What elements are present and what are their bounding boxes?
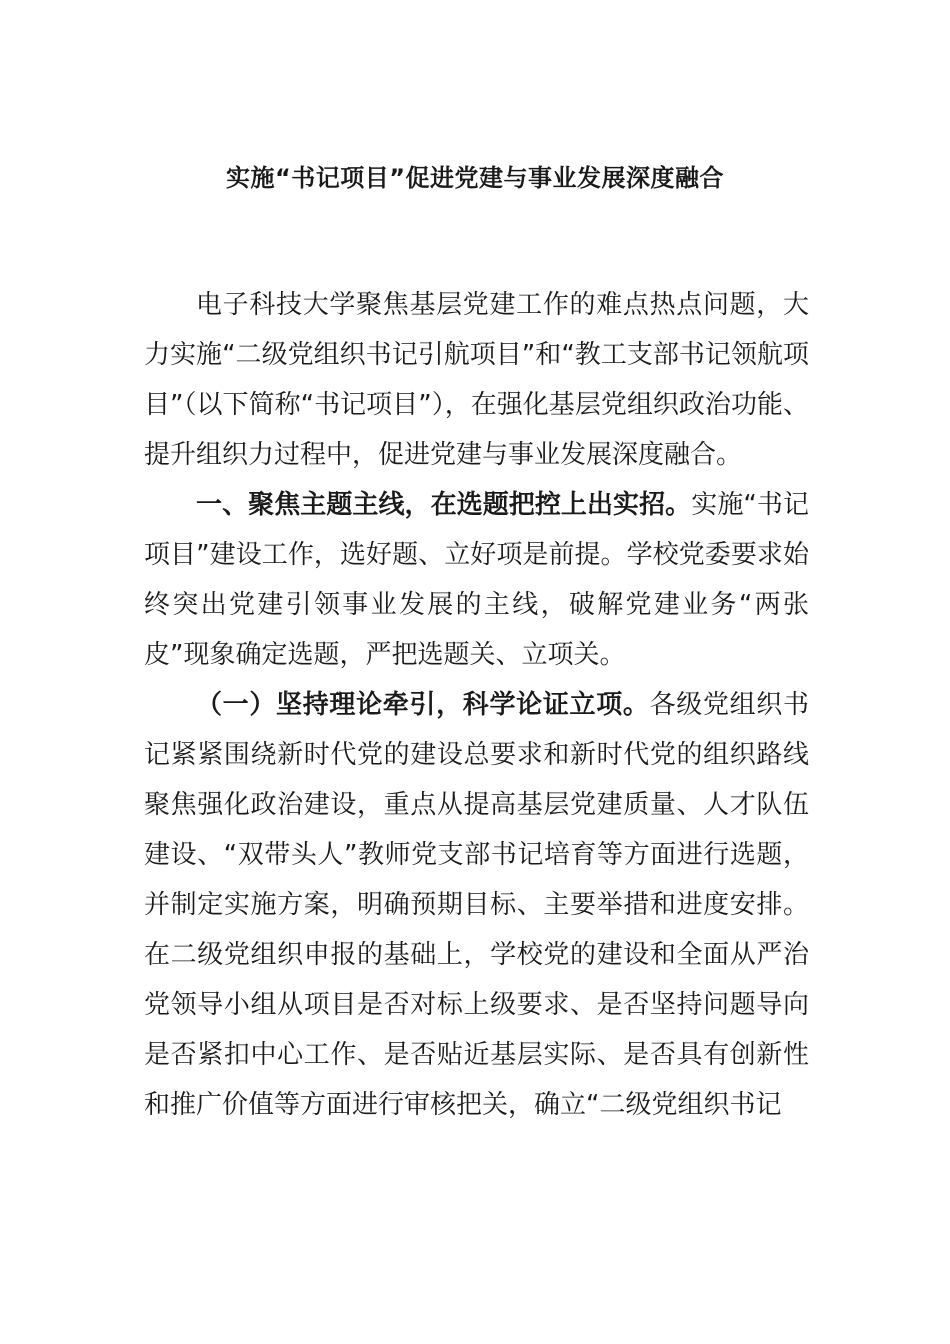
paragraph-text: 电子科技大学聚焦基层党建工作的难点热点问题，大力实施“二级党组织书记引航项目”和“教工支部书记领航项目”（以下简称“书记项目”），在强化基层党组织政治功能、提升组织力过程中，促进党建与事业发展深度融合。 [144,290,809,470]
paragraph-intro [144,280,809,480]
paragraph-subsection-1 [144,680,809,1130]
subsection-heading: （一）坚持理论牵引，科学论证立项。 [196,690,650,720]
document-title: 实施“书记项目”促进党建与事业发展深度融合 [225,164,725,192]
paragraph-section-1 [144,480,809,680]
paragraph-text: 实施“书记项目”建设工作，选好题、立好项是前提。学校党委要求始终突出党建引领事业发展的主线，破解党建业务“两张皮”现象确定选题，严把选题关、立项关。 [144,490,809,670]
section-heading: 一、聚焦主题主线，在选题把控上出实招。 [196,490,692,520]
document-body [144,280,809,1130]
paragraph-text: 各级党组织书记紧紧围绕新时代党的建设总要求和新时代党的组织路线聚焦强化政治建设，重点从提高基层党建质量、人才队伍建设、“双带头人”教师党支部书记培育等方面进行选题，并制定实施方案，明确预期目标、主要举措和进度安排。在二级党组织申报的基础上，学校党的建设和全面从严治党领导小组从项目是否对标上级要求、是否坚持问题导向是否紧扣中心工作、是否贴近基层实际、是否具有创新性和推广价值等方面进行审核把关，确立“二级党组织书记 [144,690,809,1120]
